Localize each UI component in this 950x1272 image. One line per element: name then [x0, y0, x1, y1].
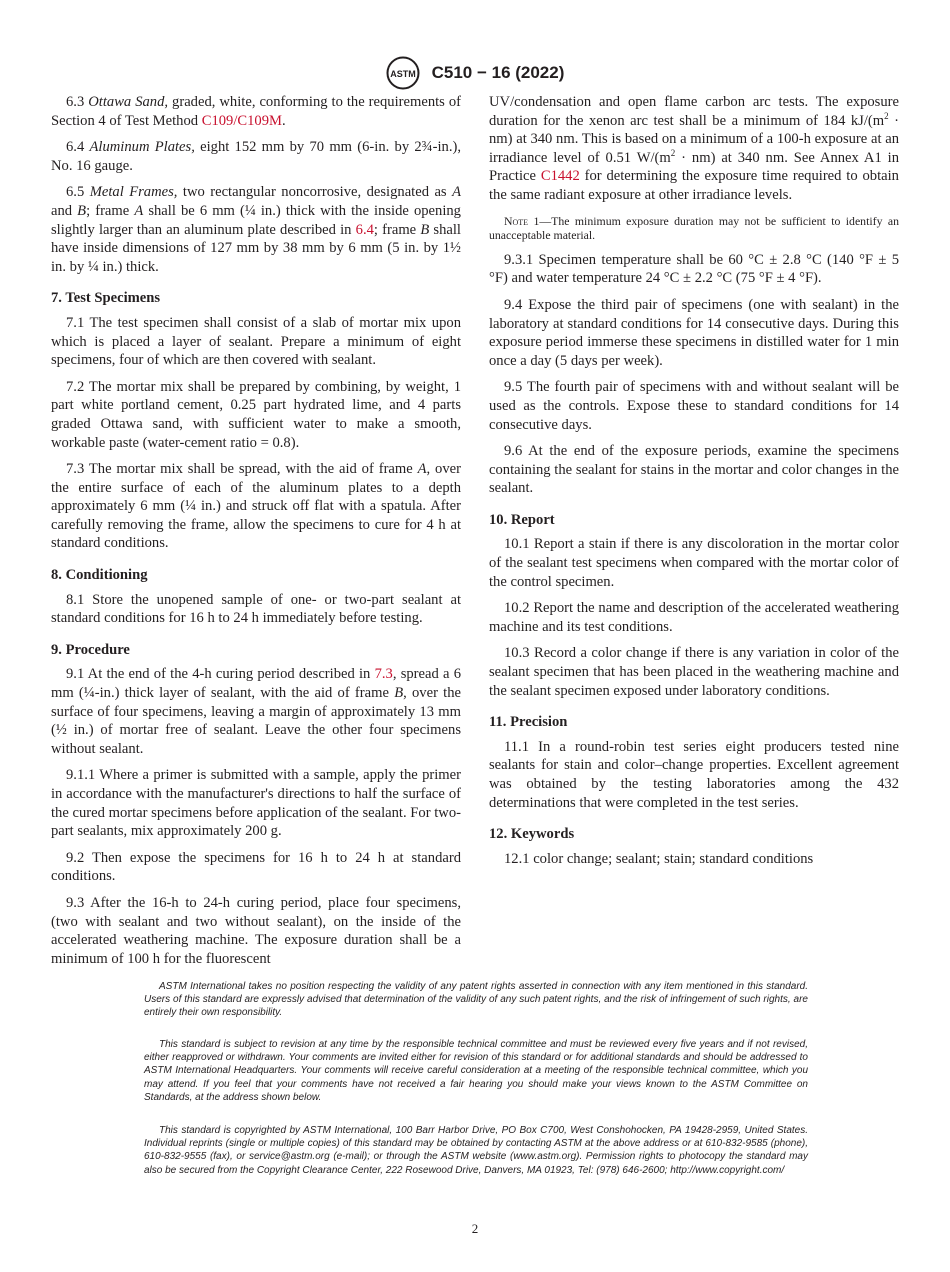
paragraph-9-6: 9.6 At the end of the exposure periods, examine the specimens containing the sealant for stains in the mortar and color changes in the sealant. — [489, 443, 899, 497]
section-heading-11: 11. Precision — [489, 714, 568, 731]
footer-copyright-notice: This standard is copyrighted by ASTM International, 100 Barr Harbor Drive, PO Box C700, West Conshohocken, PA 19428-2959, United States. Individual reprints (single or multiple copies) of this standard may be obtained by contacting ASTM at the above address or at 610-832-9585 (phone), 610-832-9555 (fax), or service@astm.org (e-mail); or through the ASTM website (www.astm.org). Permission rights to photocopy the standard may also be secured from the Copyright Clearance Center, 222 Rosewood Drive, Danvers, MA 01923, Tel: (978) 646-2600; http://www.copyright.com/ — [144, 1125, 808, 1176]
paragraph-9-2: 9.2 Then expose the specimens for 16 h to 24 h at standard conditions. — [51, 849, 461, 885]
paragraph-10-3: 10.3 Record a color change if there is any variation in color of the sealant specimen that has been placed in the weathering machine and the sealant specimen exposed under laboratory conditions. — [489, 645, 899, 699]
section-heading-7: 7. Test Specimens — [51, 290, 161, 307]
paragraph-9-4: 9.4 Expose the third pair of specimens (one with sealant) in the laboratory at standard conditions for 14 consecutive days. During this exposure period immerse these specimens in distilled water for 1 min once a day (5 days per week). — [489, 296, 899, 369]
ref-7-3[interactable]: 7.3 — [374, 666, 393, 683]
paragraph-9-1: 9.1 At the end of the 4-h curing period described in 7.3, spread a 6 mm (¼-in.) thick layer of sealant, with the aid of frame B, over the surface of four specimens, leaving a margin of approximately 13 mm (½ in.) of mortar free of sealant. Leave the other four specimens without sealant. — [51, 666, 461, 757]
left-column — [51, 93, 461, 976]
paragraph-10-1: 10.1 Report a stain if there is any discoloration in the mortar color of the sealant test specimens when compared with the mortar color of the control specimen. — [489, 536, 899, 590]
ref-c109[interactable]: C109/C109M — [201, 112, 282, 129]
paragraph-7-3: 7.3 The mortar mix shall be spread, with the aid of frame A, over the entire surface of each of the aluminum plates to a depth approximately 6 mm (¼ in.) and struck off flat with a spatula. After carefully removing the frame, allow the specimens to cure for 4 h at standard conditions. — [51, 461, 461, 552]
section-heading-10: 10. Report — [489, 511, 555, 528]
astm-logo-icon — [386, 56, 420, 90]
paragraph-9-3-1: 9.3.1 Specimen temperature shall be 60 °C ± 2.8 °C (140 °F ± 5 °F) and water temperature 24 °C ± 2.2 °C (75 °F ± 4 °F). — [489, 251, 899, 287]
ref-6-4[interactable]: 6.4 — [355, 221, 374, 238]
paragraph-8-1: 8.1 Store the unopened sample of one- or two-part sealant at standard conditions for 16 h to 24 h immediately before testing. — [51, 591, 461, 627]
page-number: 2 — [471, 1221, 479, 1236]
section-heading-12: 12. Keywords — [489, 826, 575, 843]
paragraph-12-1: 12.1 color change; sealant; stain; standard conditions — [504, 850, 814, 867]
paragraph-9-3-continued: UV/condensation and open flame carbon arc tests. The exposure duration for the xenon arc test shall be a minimum of 184 $kJ/(m^2 \cdot nm)$ at 340 nm. This is based on a minimum of a 100-h exposure at an irradiance level of 0.51 $W/(m^2 \cdot nm)$ at 340 nm. See Annex A1 in Practice C1442 for determining the exposure time required to obtain the same radiant exposure at other irradiance levels. — [489, 94, 899, 203]
svg-text:ASTM: ASTM — [389, 69, 416, 79]
paragraph-11-1: 11.1 In a round-robin test series eight producers tested nine sealants for stain and color–change properties. Excellent agreement was obtained by the testing laboratories among the 432 determinations that were completed in the test series. — [489, 738, 899, 811]
paragraph-7-2: 7.2 The mortar mix shall be prepared by combining, by weight, 1 part white portland cement, 0.25 part hydrated lime, and 4 parts graded Ottawa sand, with sufficient water to make a smooth, workable paste (water-cement ratio = 0.8). — [51, 378, 461, 451]
paragraph-9-3: 9.3 After the 16-h to 24-h curing period, place four specimens, (two with sealant and two without sealant), on the inside of the accelerated weathering machine. The exposure duration shall be a minimum of 100 h for the fluorescent — [51, 894, 461, 967]
footer-revision-notice: This standard is subject to revision at any time by the responsible technical committee and must be reviewed every five years and if not revised, either reapproved or withdrawn. Your comments are invited either for revision of this standard or for additional standards and should be addressed to ASTM International Headquarters. Your comments will receive careful consideration at a meeting of the responsible technical committee, which you may attend. If you feel that your comments have not received a fair hearing you should make your views known to the ASTM Committee on Standards, at the address shown below. — [144, 1039, 808, 1103]
note-1: Note 1—The minimum exposure duration may not be sufficient to identify an unacceptable material. — [489, 213, 899, 243]
paragraph-6-4: 6.4 Aluminum Plates, eight 152 mm by 70 mm (6-in. by 2¾-in.), No. 16 gauge. — [51, 139, 461, 174]
right-column — [489, 93, 899, 876]
paragraph-6-3: 6.3 Ottawa Sand, graded, white, conforming to the requirements of Section 4 of Test Method C109/C109M. — [51, 94, 462, 129]
footer-patent-notice: ASTM International takes no position respecting the validity of any patent rights asserted in connection with any item mentioned in this standard. Users of this standard are expressly advised that determination of the validity of any such patent rights, and the risk of infringement of such rights, are entirely their own responsibility. — [144, 981, 808, 1019]
section-heading-8: 8. Conditioning — [51, 567, 148, 584]
paragraph-7-1: 7.1 The test specimen shall consist of a slab of mortar mix upon which is placed a layer of sealant. Prepare a minimum of eight specimens, four of which are then covered with sealant. — [51, 314, 461, 369]
page-header — [0, 56, 950, 90]
paragraph-9-1-1: 9.1.1 Where a primer is submitted with a sample, apply the primer in accordance with the manufacturer's directions to half the surface of the cured mortar specimens before application of the sealant. For two-part sealants, mix approximately 200 g. — [51, 767, 461, 840]
paragraph-6-5: 6.5 Metal Frames, two rectangular noncorrosive, designated as A and B; frame A shall be 6 mm (¼ in.) thick with the inside opening slightly larger than an aluminum plate described in 6.4; frame B shall have inside dimensions of 127 mm by 38 mm by 6 mm (5 in. by 1½ in. by ¼ in.) thick. — [51, 184, 461, 275]
section-heading-9: 9. Procedure — [51, 641, 130, 658]
paragraph-10-2: 10.2 Report the name and description of the accelerated weathering machine and its test conditions. — [489, 600, 899, 635]
paragraph-9-5: 9.5 The fourth pair of specimens with and without sealant will be used as the controls. Expose these to standard conditions for 14 consecutive days. — [489, 379, 899, 433]
standard-designation: C510 − 16 (2022) — [431, 63, 565, 82]
ref-c1442[interactable]: C1442 — [540, 168, 580, 185]
